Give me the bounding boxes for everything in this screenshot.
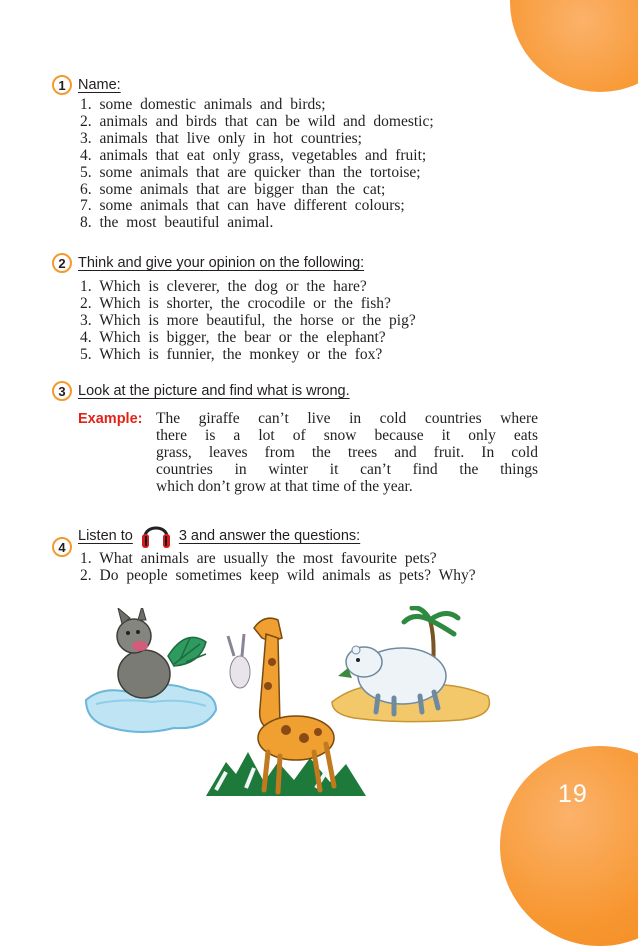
exercise-instruction: Listen to [78, 528, 133, 544]
example-line: there is a lot of snow because it only eats [156, 427, 538, 444]
example-label: Example: [78, 411, 143, 427]
exercise-instruction: Name: [78, 77, 121, 93]
list-item: 1. What animals are usually the most favourite pets? [80, 550, 437, 567]
exercise-number-badge: 1 [52, 75, 72, 95]
list-item: 2. animals and birds that can be wild and domestic; [80, 112, 434, 130]
list-item: 3. animals that live only in hot countries; [80, 129, 362, 147]
example-line: countries in winter it can’t find the things [156, 461, 538, 478]
corner-decoration-bottom [500, 746, 638, 946]
exercise-instruction: Look at the picture and find what is wrong. [78, 383, 350, 399]
list-item: 4. Which is bigger, the bear or the elephant? [80, 328, 386, 346]
exercise-4-list [80, 551, 476, 585]
list-item: 2. Do people sometimes keep wild animals as pets? Why? [80, 566, 476, 584]
list-item: 5. some animals that are quicker than the tortoise; [80, 163, 421, 181]
exercise-2-list [80, 279, 416, 364]
example-line: which don’t grow at that time of the year. [156, 478, 413, 495]
corner-decoration-top [510, 0, 638, 92]
list-item: 4. animals that eat only grass, vegetables and fruit; [80, 146, 427, 164]
list-item: 1. Which is cleverer, the dog or the hare? [80, 278, 367, 295]
exercise-instruction-rest: 3 and answer the questions: [178, 528, 361, 544]
example-text [156, 410, 538, 495]
list-item: 2. Which is shorter, the crocodile or the fish? [80, 294, 391, 312]
page-number: 19 [558, 780, 588, 808]
exercise-number-badge: 2 [52, 253, 72, 273]
exercise-3-header [52, 381, 350, 401]
exercise-1-header [52, 75, 121, 95]
list-item: 6. some animals that are bigger than the cat; [80, 180, 386, 198]
list-item: 7. some animals that can have different colours; [80, 197, 405, 215]
exercise-instruction: Think and give your opinion on the following: [78, 255, 365, 271]
exercise-number-badge: 4 [52, 537, 72, 557]
exercise-1-list [80, 97, 434, 232]
example-line: grass, leaves from the trees and fruit. In cold [156, 444, 538, 461]
wolf-on-ice-floe-illustration [82, 608, 222, 738]
exercise-2-header [52, 253, 364, 273]
list-item: 1. some domestic animals and birds; [80, 96, 326, 113]
list-item: 5. Which is funnier, the monkey or the fox? [80, 345, 383, 363]
exercise-number-badge: 3 [52, 381, 72, 401]
list-item: 8. the most beautiful animal. [80, 214, 274, 232]
example-line: The giraffe can’t live in cold countries where [156, 410, 538, 427]
list-item: 3. Which is more beautiful, the horse or the pig? [80, 311, 416, 329]
polar-bear-on-desert-island-illustration [330, 606, 500, 724]
